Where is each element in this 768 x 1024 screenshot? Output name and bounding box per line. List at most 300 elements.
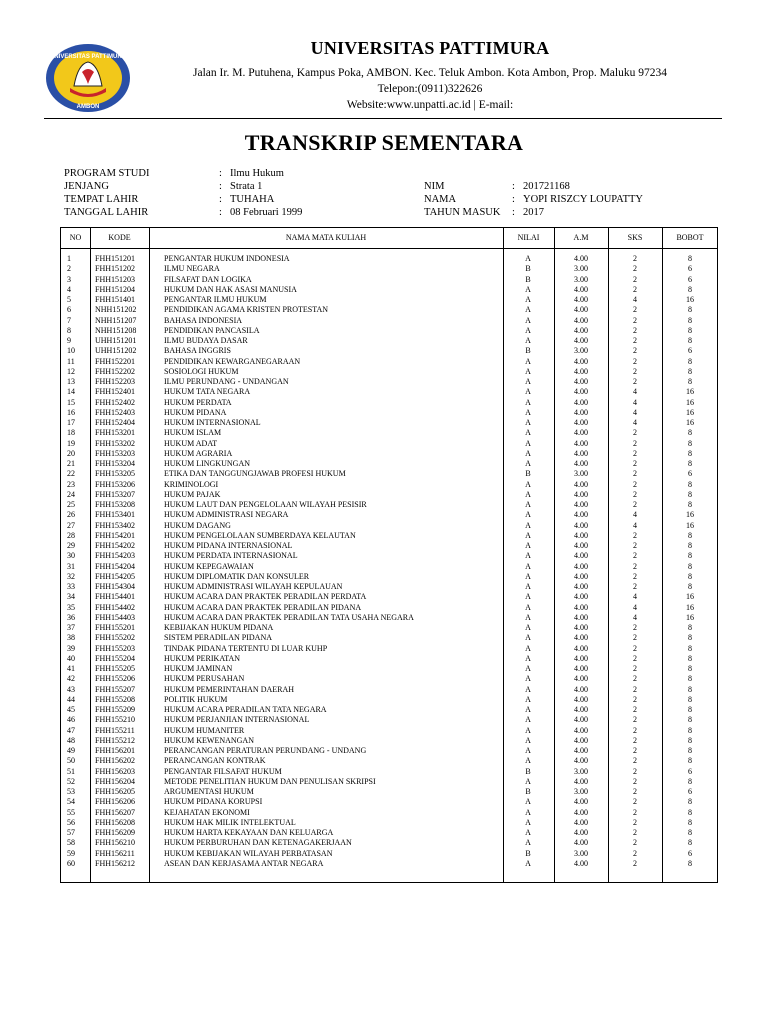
row-no: 53	[67, 787, 75, 796]
row-no: 3	[67, 274, 71, 284]
grade-point: 4.00	[574, 653, 588, 663]
course-code: FHH153207	[95, 489, 136, 499]
table-row	[61, 326, 717, 336]
weight: 8	[688, 797, 692, 807]
tempat-label: TEMPAT LAHIR	[64, 194, 139, 205]
col-header-kode: KODE	[108, 233, 131, 242]
row-no: 32	[67, 571, 75, 581]
course-name: HUKUM JAMINAN	[164, 664, 233, 673]
tanggal-label: TANGGAL LAHIR	[64, 207, 149, 218]
grade-point: 4.00	[574, 377, 588, 386]
row-no: 35	[67, 602, 75, 612]
course-code: FHH152203	[95, 377, 136, 386]
credits: 4	[633, 407, 637, 417]
course-name: SOSIOLOGI HUKUM	[164, 366, 239, 376]
tahun-colon: :	[512, 207, 515, 218]
table-row	[61, 449, 717, 459]
weight: 8	[688, 674, 692, 684]
course-name: SISTEM PERADILAN PIDANA	[164, 633, 273, 643]
grade-point: 4.00	[574, 459, 588, 468]
grade: A	[525, 407, 531, 417]
nim-colon: :	[512, 181, 515, 192]
course-code: FHH151202	[95, 264, 136, 274]
course-name: HUKUM PERDATA	[164, 397, 232, 407]
credits: 2	[633, 264, 637, 274]
grade-point: 4.00	[574, 561, 588, 571]
row-no: 28	[67, 530, 75, 540]
weight: 16	[686, 592, 694, 602]
credits: 2	[633, 284, 637, 294]
course-name: HUKUM ISLAM	[164, 428, 222, 438]
course-name: HUKUM DIPLOMATIK DAN KONSULER	[164, 571, 310, 581]
course-name: PENGANTAR HUKUM INDONESIA	[164, 254, 290, 263]
grade: A	[525, 633, 531, 643]
credits: 2	[633, 643, 637, 653]
weight: 16	[686, 510, 694, 520]
weight: 8	[688, 541, 692, 550]
course-name: HUKUM PIDANA KORUPSI	[164, 797, 263, 807]
university-name: UNIVERSITAS PATTIMURA	[310, 38, 550, 58]
course-name: HUKUM KEPEGAWAIAN	[164, 561, 254, 571]
grade-point: 3.00	[574, 274, 588, 284]
table-row	[61, 797, 717, 807]
row-no: 27	[67, 520, 75, 530]
grade: B	[525, 766, 531, 776]
credits: 2	[633, 346, 637, 356]
course-code: FHH155202	[95, 633, 136, 643]
course-name: HUKUM ADAT	[164, 438, 218, 448]
weight: 8	[688, 776, 692, 786]
grade: B	[525, 346, 531, 356]
grade-point: 4.00	[574, 530, 588, 540]
row-no: 48	[67, 735, 75, 745]
course-name: HUKUM ACARA DAN PRAKTEK PERADILAN TATA USAHA NEGARA	[164, 612, 414, 622]
grade: A	[525, 561, 531, 571]
course-name: HUKUM PERIKATAN	[164, 653, 241, 663]
grade: B	[525, 274, 531, 284]
table-row	[61, 674, 717, 684]
weight: 16	[686, 295, 694, 304]
grade-point: 4.00	[574, 336, 588, 345]
table-row	[61, 469, 717, 479]
table-row	[61, 715, 717, 725]
course-code: FHH153401	[95, 510, 136, 520]
grade: A	[525, 735, 531, 745]
table-row	[61, 685, 717, 695]
grade-point: 4.00	[574, 602, 588, 612]
jenjang-colon: :	[219, 181, 222, 192]
credits: 2	[633, 315, 637, 325]
table-row	[61, 849, 717, 859]
course-name: ARGUMENTASI HUKUM	[164, 787, 254, 796]
grade: A	[525, 387, 531, 397]
grade-point: 4.00	[574, 489, 588, 499]
course-name: HUKUM ACARA DAN PRAKTEK PERADILAN PERDATA	[164, 592, 367, 602]
grade-point: 4.00	[574, 817, 588, 827]
grade-point: 4.00	[574, 356, 588, 366]
weight: 8	[688, 489, 692, 499]
credits: 2	[633, 530, 637, 540]
course-code: FHH155201	[95, 623, 136, 632]
weight: 8	[688, 500, 692, 509]
credits: 2	[633, 797, 637, 807]
course-name: HUKUM PIDANA	[164, 407, 227, 417]
university-website: Website:www.unpatti.ac.id | E-mail:	[346, 99, 514, 111]
col-header-am: A.M	[573, 233, 589, 242]
grade: A	[525, 418, 531, 427]
svg-text:UNIVERSITAS PATTIMURA: UNIVERSITAS PATTIMURA	[50, 54, 126, 60]
grade: A	[525, 479, 531, 489]
col-header-nama: NAMA MATA KULIAH	[285, 233, 367, 242]
table-row	[61, 644, 717, 654]
credits: 4	[633, 602, 637, 612]
credits: 2	[633, 623, 637, 632]
row-no: 41	[67, 664, 75, 673]
grade: A	[525, 684, 531, 694]
weight: 8	[688, 254, 692, 263]
grade-point: 4.00	[574, 592, 588, 602]
credits: 2	[633, 582, 637, 591]
row-no: 31	[67, 561, 75, 571]
row-no: 45	[67, 705, 75, 714]
table-row	[61, 746, 717, 756]
weight: 8	[688, 571, 692, 581]
weight: 8	[688, 715, 692, 725]
course-name: HUKUM PERJANJIAN INTERNASIONAL	[164, 715, 310, 725]
university-address: Jalan Ir. M. Putuhena, Kampus Poka, AMBON. Kec. Teluk Ambon. Kota Ambon, Prop. Maluku 97234	[193, 67, 667, 79]
page-title: TRANSKRIP SEMENTARA	[244, 130, 524, 155]
course-name: ETIKA DAN TANGGUNGJAWAB PROFESI HUKUM	[164, 469, 346, 479]
weight: 16	[686, 418, 694, 427]
course-code: FHH154403	[95, 612, 136, 622]
credits: 2	[633, 725, 637, 735]
table-row	[61, 736, 717, 746]
grade-point: 4.00	[574, 366, 588, 376]
row-no: 40	[67, 653, 75, 663]
course-name: TINDAK PIDANA TERTENTU DI LUAR KUHP	[164, 643, 328, 653]
row-no: 10	[67, 346, 75, 356]
weight: 8	[688, 684, 692, 694]
row-no: 13	[67, 377, 75, 386]
weight: 8	[688, 828, 692, 837]
weight: 16	[686, 387, 694, 397]
course-code: FHH154401	[95, 592, 136, 602]
course-code: FHH156208	[95, 817, 136, 827]
course-name: HUKUM DAN HAK ASASI MANUSIA	[164, 284, 297, 294]
grade-point: 4.00	[574, 705, 588, 714]
col-header-no: NO	[69, 233, 82, 242]
weight: 6	[688, 469, 692, 479]
course-name: HUKUM PERBURUHAN DAN KETENAGAKERJAAN	[164, 838, 352, 848]
grade: A	[525, 397, 531, 407]
grade: A	[525, 571, 531, 581]
grade: A	[525, 356, 531, 366]
course-name: HUKUM ADMINISTRASI WILAYAH KEPULAUAN	[164, 582, 343, 591]
credits: 2	[633, 848, 637, 858]
credits: 2	[633, 705, 637, 714]
credits: 4	[633, 387, 637, 397]
transcript-table	[60, 227, 718, 883]
course-code: NHH151207	[95, 315, 137, 325]
credits: 2	[633, 838, 637, 848]
course-code: FHH156204	[95, 776, 136, 786]
weight: 8	[688, 643, 692, 653]
grade: A	[525, 305, 531, 315]
weight: 8	[688, 366, 692, 376]
table-row	[61, 500, 717, 510]
course-code: UHH151201	[95, 336, 137, 345]
table-row	[61, 316, 717, 326]
weight: 8	[688, 582, 692, 591]
grade: A	[525, 643, 531, 653]
table-row	[61, 654, 717, 664]
row-no: 11	[67, 356, 75, 366]
weight: 8	[688, 664, 692, 673]
tahun-value: 2017	[523, 207, 544, 218]
credits: 2	[633, 305, 637, 315]
grade: A	[525, 746, 531, 755]
credits: 2	[633, 274, 637, 284]
grade: A	[525, 694, 531, 704]
row-no: 21	[67, 459, 75, 468]
grade-point: 4.00	[574, 776, 588, 786]
weight: 8	[688, 817, 692, 827]
row-no: 52	[67, 776, 75, 786]
weight: 8	[688, 428, 692, 438]
row-no: 36	[67, 612, 75, 622]
course-code: FHH154304	[95, 582, 136, 591]
grade-point: 4.00	[574, 305, 588, 315]
course-name: ASEAN DAN KERJASAMA ANTAR NEGARA	[164, 858, 324, 868]
table-row	[61, 285, 717, 295]
course-code: FHH155207	[95, 684, 136, 694]
course-code: FHH152202	[95, 366, 136, 376]
col-header-nilai: NILAI	[517, 233, 540, 242]
grade: A	[525, 366, 531, 376]
university-logo	[44, 42, 132, 114]
table-row	[61, 572, 717, 582]
credits: 4	[633, 418, 637, 427]
course-code: FHH151401	[95, 295, 136, 304]
grade-point: 3.00	[574, 787, 588, 796]
credits: 4	[633, 510, 637, 520]
course-name: KEBIJAKAN HUKUM PIDANA	[164, 623, 274, 632]
grade: A	[525, 817, 531, 827]
weight: 16	[686, 397, 694, 407]
table-row	[61, 859, 717, 869]
credits: 2	[633, 438, 637, 448]
row-no: 54	[67, 797, 75, 807]
course-name: KEJAHATAN EKONOMI	[164, 807, 250, 817]
grade-point: 4.00	[574, 284, 588, 294]
weight: 8	[688, 479, 692, 489]
course-code: FHH156206	[95, 797, 136, 807]
weight: 6	[688, 346, 692, 356]
course-name: PENDIDIKAN PANCASILA	[164, 325, 260, 335]
table-row	[61, 367, 717, 377]
grade-point: 4.00	[574, 797, 588, 807]
row-no: 39	[67, 643, 75, 653]
credits: 2	[633, 735, 637, 745]
credits: 2	[633, 787, 637, 796]
course-code: FHH154201	[95, 530, 136, 540]
credits: 2	[633, 571, 637, 581]
course-code: FHH154205	[95, 571, 136, 581]
grade: A	[525, 500, 531, 509]
course-name: HUKUM HAK MILIK INTELEKTUAL	[164, 817, 296, 827]
weight: 8	[688, 305, 692, 315]
grade: A	[525, 623, 531, 632]
course-code: FHH156205	[95, 787, 136, 796]
grade-point: 4.00	[574, 520, 588, 530]
row-no: 37	[67, 623, 75, 632]
course-name: HUKUM AGRARIA	[164, 448, 233, 458]
grade-point: 4.00	[574, 633, 588, 643]
grade-point: 3.00	[574, 848, 588, 858]
table-row	[61, 387, 717, 397]
table-row	[61, 838, 717, 848]
grade: A	[525, 797, 531, 807]
course-name: HUKUM PAJAK	[164, 489, 221, 499]
nim-value: 201721168	[523, 181, 570, 192]
table-row	[61, 664, 717, 674]
grade: A	[525, 438, 531, 448]
grade: B	[525, 469, 531, 479]
grade: A	[525, 284, 531, 294]
grade: A	[525, 828, 531, 837]
grade-point: 4.00	[574, 541, 588, 550]
table-row	[61, 818, 717, 828]
table-row	[61, 346, 717, 356]
grade: A	[525, 428, 531, 438]
program-colon: :	[219, 168, 222, 179]
course-code: FHH153208	[95, 500, 136, 509]
weight: 8	[688, 725, 692, 735]
grade: A	[525, 612, 531, 622]
table-row	[61, 603, 717, 613]
row-no: 22	[67, 469, 75, 479]
credits: 2	[633, 377, 637, 386]
grade-point: 4.00	[574, 510, 588, 520]
weight: 8	[688, 284, 692, 294]
course-code: FHH155212	[95, 735, 136, 745]
course-name: FILSAFAT DAN LOGIKA	[164, 274, 252, 284]
grade: A	[525, 530, 531, 540]
row-no: 58	[67, 838, 75, 848]
nim-label: NIM	[424, 181, 445, 192]
grade: A	[525, 325, 531, 335]
weight: 8	[688, 530, 692, 540]
header-row-divider	[61, 248, 717, 249]
credits: 2	[633, 500, 637, 509]
tahun-label: TAHUN MASUK	[424, 207, 501, 218]
grade-point: 3.00	[574, 469, 588, 479]
course-code: FHH156201	[95, 746, 136, 755]
credits: 2	[633, 746, 637, 755]
row-no: 17	[67, 418, 75, 427]
course-code: FHH155205	[95, 664, 136, 673]
table-row	[61, 377, 717, 387]
grade: A	[525, 582, 531, 591]
course-code: FHH153205	[95, 469, 136, 479]
grade: A	[525, 254, 531, 263]
course-name: PERANCANGAN PERATURAN PERUNDANG - UNDANG	[164, 746, 367, 755]
grade: A	[525, 858, 531, 868]
grade-point: 3.00	[574, 346, 588, 356]
course-code: FHH155211	[95, 725, 135, 735]
row-no: 1	[67, 254, 71, 263]
weight: 8	[688, 561, 692, 571]
table-row	[61, 541, 717, 551]
table-row	[61, 428, 717, 438]
row-no: 24	[67, 489, 75, 499]
grade-point: 4.00	[574, 387, 588, 397]
weight: 8	[688, 694, 692, 704]
credits: 4	[633, 612, 637, 622]
row-no: 15	[67, 397, 75, 407]
course-code: FHH155203	[95, 643, 136, 653]
grade-point: 4.00	[574, 315, 588, 325]
credits: 2	[633, 653, 637, 663]
grade: B	[525, 848, 531, 858]
grade-point: 4.00	[574, 643, 588, 653]
table-row	[61, 510, 717, 520]
table-row	[61, 562, 717, 572]
row-no: 19	[67, 438, 75, 448]
table-row	[61, 295, 717, 305]
grade: A	[525, 448, 531, 458]
grade-point: 4.00	[574, 418, 588, 427]
table-row	[61, 705, 717, 715]
credits: 2	[633, 694, 637, 704]
grade: A	[525, 776, 531, 786]
grade: A	[525, 592, 531, 602]
course-name: HUKUM ADMINISTRASI NEGARA	[164, 510, 289, 520]
course-code: FHH156203	[95, 766, 136, 776]
course-code: FHH153203	[95, 448, 136, 458]
row-no: 42	[67, 674, 75, 684]
table-row	[61, 531, 717, 541]
credits: 2	[633, 469, 637, 479]
grade: A	[525, 336, 531, 345]
course-name: HUKUM INTERNASIONAL	[164, 418, 261, 427]
row-no: 23	[67, 479, 75, 489]
program-label: PROGRAM STUDI	[64, 168, 150, 179]
weight: 16	[686, 602, 694, 612]
course-name: PENDIDIKAN KEWARGANEGARAAN	[164, 356, 301, 366]
grade-point: 4.00	[574, 746, 588, 755]
table-row	[61, 336, 717, 346]
weight: 8	[688, 756, 692, 766]
table-row	[61, 264, 717, 274]
course-code: FHH154204	[95, 561, 136, 571]
jenjang-value: Strata 1	[230, 181, 263, 192]
table-row	[61, 480, 717, 490]
grade: A	[525, 715, 531, 725]
grade: A	[525, 510, 531, 520]
course-code: NHH151202	[95, 305, 137, 315]
course-code: FHH156212	[95, 858, 136, 868]
grade-point: 4.00	[574, 715, 588, 725]
row-no: 12	[67, 366, 75, 376]
row-no: 46	[67, 715, 75, 725]
row-no: 20	[67, 448, 75, 458]
credits: 2	[633, 674, 637, 684]
course-name: HUKUM LINGKUNGAN	[164, 459, 250, 468]
course-code: NHH151208	[95, 325, 137, 335]
course-name: PENGANTAR ILMU HUKUM	[164, 295, 267, 304]
table-row	[61, 459, 717, 469]
